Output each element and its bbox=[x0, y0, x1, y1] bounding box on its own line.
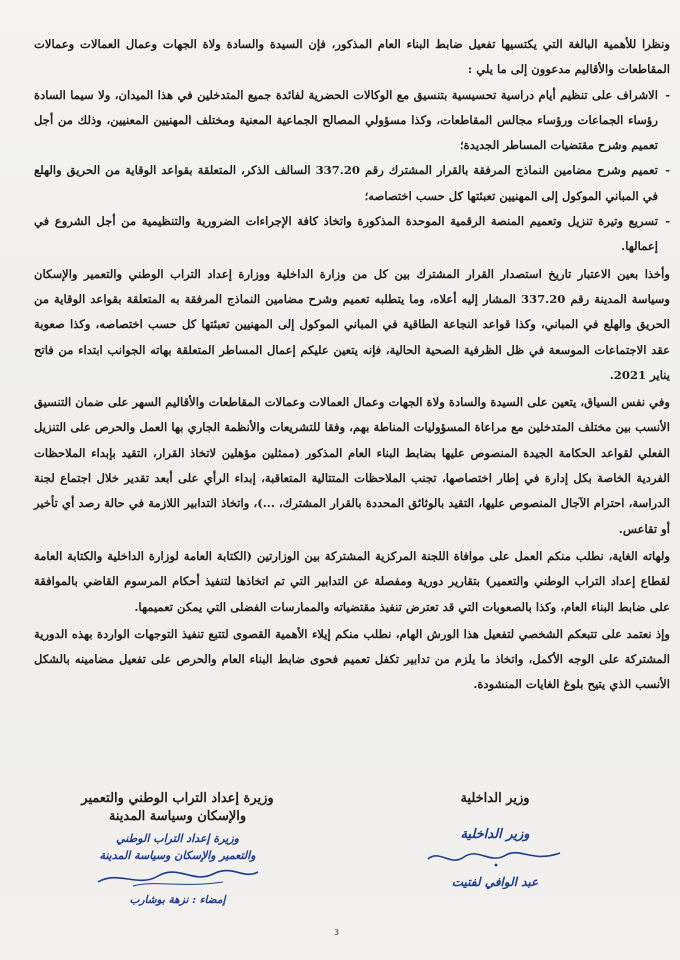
page-number: 3 bbox=[334, 928, 340, 937]
list-item: - تعميم وشرح مضامين النماذج المرفقة بالقرار المشترك رقم 337.20 السالف الذكر، المتعلقة بقواعد الوقاية من الحريق والهلع في المباني الموكول إلى المهنيين تعبئتها كل حسب اختصاصه؛ bbox=[34, 158, 670, 209]
body-paragraph: ولهاته الغاية، نطلب منكم العمل على موافاة اللجنة المركزية المشتركة بين الوزارتين (الكتابة العامة لوزارة الداخلية والكتابة العامة لقطاع إعداد التراب الوطني والتعمير) بتقارير دورية ومفصلة عن التدابير التي تم اتخاذها لتنفيذ أحكام المرسوم القاضي بالموافقة على ضابط البناء العام، وكذا بالصعوبات التي قد تعترض تنفيذ مقتضياته والممارسات الفضلى التي يمكن تعميمها. bbox=[34, 548, 670, 614]
stamp-line: والتعمير والإسكان وسياسة المدينة bbox=[99, 849, 256, 862]
list-item: - تسريع وتيرة تنزيل وتعميم المنصة الرقمية الموحدة المذكورة واتخاذ كافة الإجراءات الضرورية والتنظيمية من أجل الشروع في إعمالها. bbox=[34, 209, 670, 260]
stamp-text: وزير الداخلية bbox=[460, 827, 530, 842]
handwritten-signature-icon bbox=[93, 866, 263, 890]
signatory-title: والإسكان وسياسة المدينة bbox=[108, 809, 247, 824]
body-paragraph: وفي نفس السياق، يتعين على السيدة والسادة ولاة الجهات وعمال العمالات وعمالات المقاطعات والأقاليم السهر على ضمان التنسيق الأنسب بين مختلف المتدخلين مع مراعاة المسؤوليات المناطة بهم، وفقا للتشريعات والأنظمة الجاري بها العمل والحرص على التنزيل الفعلي لقواعد الحكامة الجيدة المنصوص عليها بضابط البناء العام المذكور (ممثلين مؤهلين لاتخاذ القرار، التقيد بإبداء الملاحظات الفردية الخاصة بكل إدارة في إطار اختصاصها، تجنب الملاحظات المتتالية المتعاقبة، إبداء الرأي على أبعد تقدير خلال اجتماع لجنة الدراسة، احترام الآجال المنصوص عليها، التقيد بالوثائق المحددة بالقرار المشترك، ...)، واتخاذ التدابير اللازمة في حالة رصد أي تأخير أو تقاعس. bbox=[34, 395, 670, 536]
signature-block-planning-minister bbox=[70, 790, 285, 906]
list-item: - الاشراف على تنظيم أيام دراسية تحسيسية بتنسيق مع الوكالات الحضرية لفائدة جميع المتدخلين في هذا الميدان، ولا سيما السادة رؤساء الجماعات ورؤساء مجالس المقاطعات، وكذا مسؤولي المصالح الجماعية المعنية ومختلف المهنيين المعنيين، وذلك من أجل تعميم وشرح مقتضيات المساطر الجديدة؛ bbox=[34, 83, 670, 159]
handwritten-signature-icon bbox=[420, 845, 570, 871]
intro-paragraph: ونظرا للأهمية البالغة التي يكتسيها تفعيل ضابط البناء العام المذكور، فإن السيدة والسادة ولاة الجهات وعمال العمالات وعمالات المقاطعات والأقاليم مدعوون إلى ما يلي : bbox=[34, 37, 670, 77]
signature-name: عبد الوافي لفتيت bbox=[451, 875, 539, 889]
body-paragraph: وإذ نعتمد على تتبعكم الشخصي لتفعيل هذا الورش الهام، نطلب منكم إيلاء الأهمية القصوى لتتبع تنفيذ التوجهات الواردة بهذه الدورية المشتركة على الوجه الأكمل، واتخاذ ما يلزم من تدابير تكفل تعميم فحوى ضابط البناء العام والحرص على تفعيل مضامينه بالشكل الأنسب الذي يتيح بلوغ الغايات المنشودة. bbox=[34, 626, 670, 692]
stamp-text bbox=[70, 830, 285, 864]
signature-name: إمضاء : نزهة بوشارب bbox=[129, 894, 226, 906]
body-paragraph: وأخذا بعين الاعتبار تاريخ استصدار القرار المشترك بين كل من وزارة الداخلية ووزارة إعداد التراب الوطني والتعمير والإسكان وسياسة المدينة رقم 337.20 المشار إليه أعلاه، وما يتطلبه تعميم وشرح مضامين النماذج المرفقة به المتعلقة بقواعد الوقاية من الحريق والهلع في المباني، وكذا قواعد النجاعة الطاقية في المباني الموكول إلى المهنيين تعبئتها كل حسب اختصاصه، وكذا صعوبة عقد الاجتماعات الموسعة في ظل الظرفية الصحية الحالية، فإنه يتعين عليكم إعمال المساطر المتعلقة بهاته الجوانب ابتداء من فاتح يناير 2021. bbox=[34, 266, 670, 382]
signatory-title: وزير الداخلية bbox=[460, 791, 530, 806]
stamp-line: وزيرة إعداد التراب الوطني bbox=[116, 832, 239, 845]
signatory-title: وزيرة إعداد التراب الوطني والتعمير bbox=[81, 791, 274, 806]
signature-block-interior-minister bbox=[405, 790, 585, 889]
document-body bbox=[34, 32, 670, 698]
